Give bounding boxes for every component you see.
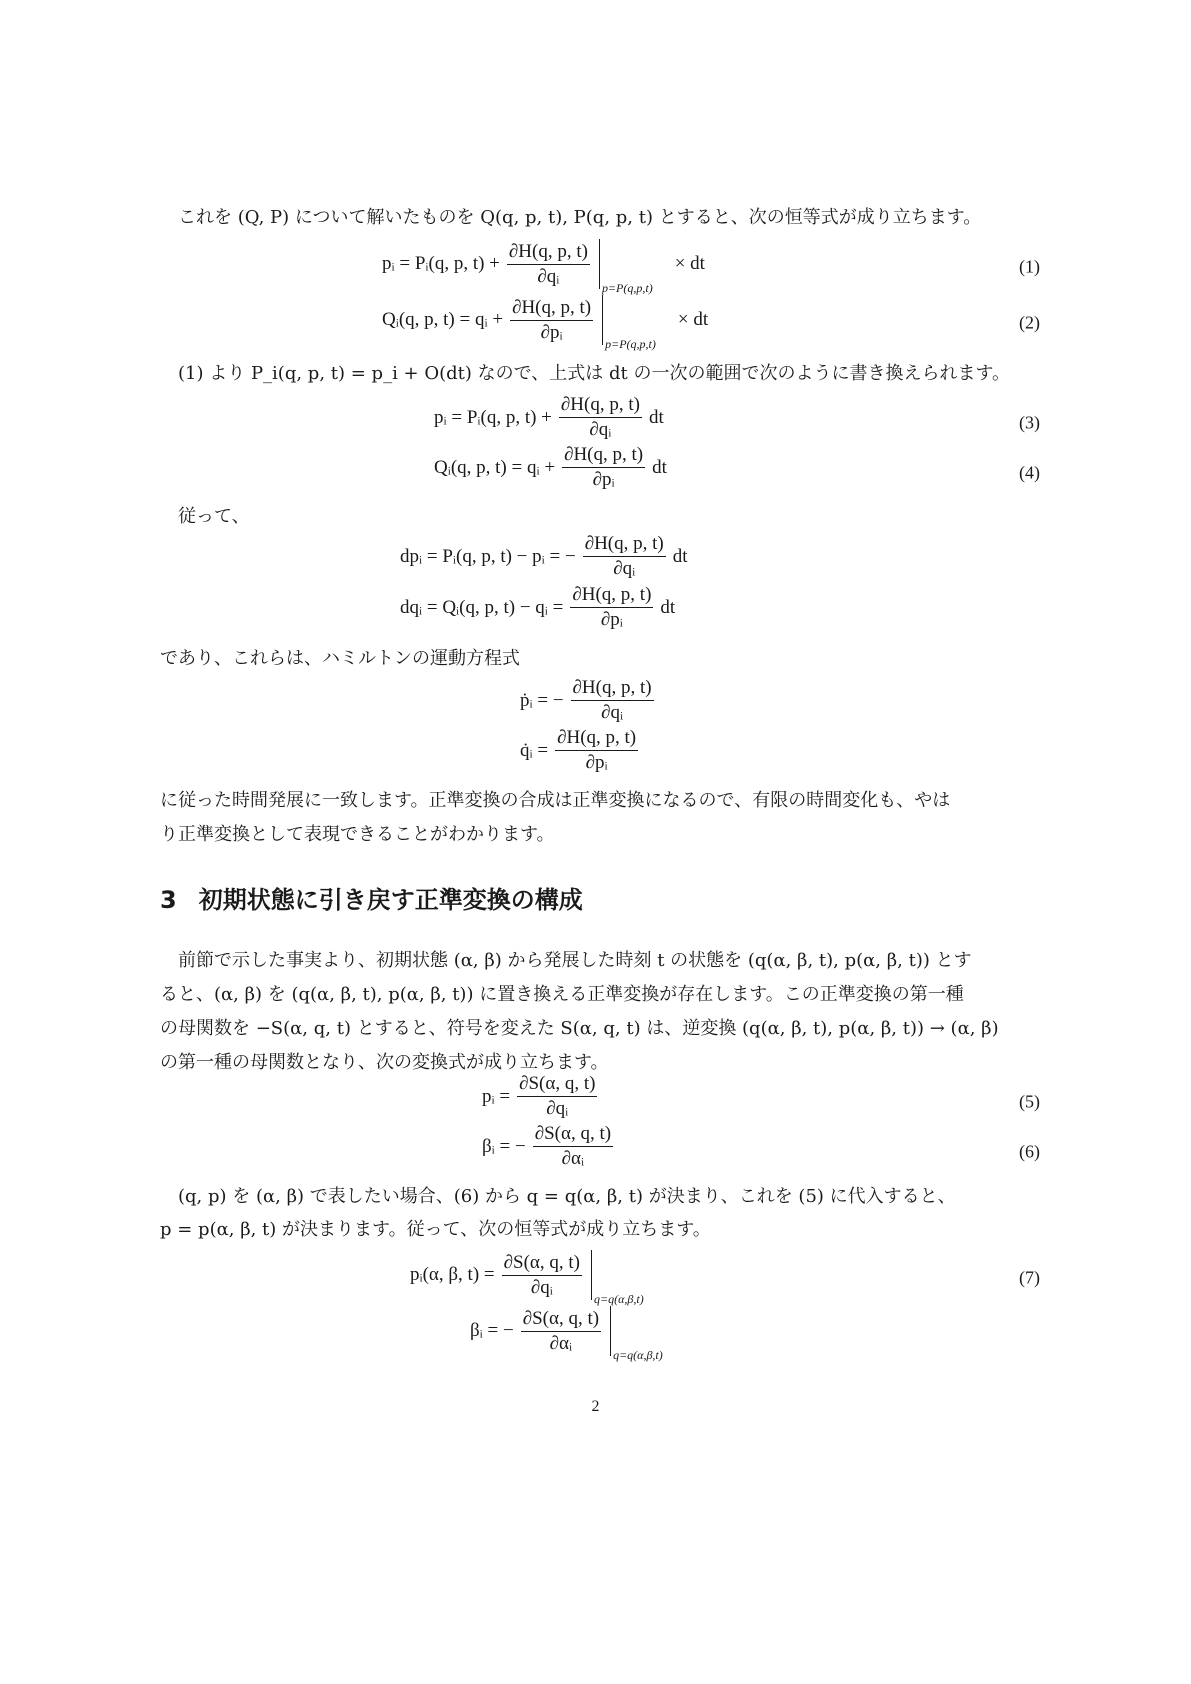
eq3-numerator: ∂H(q, p, t) xyxy=(559,393,642,418)
eq7-lhs: pᵢ(α, β, t) = xyxy=(410,1264,495,1285)
eq5-numerator: ∂S(α, q, t) xyxy=(517,1072,597,1097)
equation-8 xyxy=(160,1304,1040,1364)
eq3-lhs: pᵢ = Pᵢ(q, p, t) + xyxy=(434,406,552,428)
eqd-denominator: ∂pᵢ xyxy=(585,752,608,773)
eq2-numerator: ∂H(q, p, t) xyxy=(510,296,593,321)
s3-line-2: ると、(α, β) を (q(α, β, t), p(α, β, t)) に置き換える正準変換が存在します。この正準変換の第一種 xyxy=(160,984,964,1005)
eq7-numerator: ∂S(α, q, t) xyxy=(502,1251,582,1276)
s3-line-3: の母関数を −S(α, q, t) とすると、符号を変えた S(α, q, t) は、逆変換 (q(α, β, t), p(α, β, t)) → (α, β) xyxy=(160,1018,999,1039)
eqa-tail: dt xyxy=(672,545,688,567)
eq6-denominator: ∂αᵢ xyxy=(561,1148,585,1169)
eq1-eval: p=P(q,p,t) xyxy=(601,281,653,295)
eq3-denominator: ∂qᵢ xyxy=(589,419,612,440)
section-title: 初期状態に引き戻す正準変換の構成 xyxy=(198,886,583,914)
eq8-eval: q=q(α,β,t) xyxy=(613,1348,663,1362)
s3-line-4: の第一種の母関数となり、次の変換式が成り立ちます。 xyxy=(160,1052,609,1073)
eq1-label: (1) xyxy=(1019,256,1040,277)
eq8-numerator: ∂S(α, q, t) xyxy=(521,1307,601,1332)
equation-1 xyxy=(160,237,1040,297)
equation-7 xyxy=(160,1248,1040,1308)
eq1-tail: × dt xyxy=(674,253,705,274)
equation-qdot xyxy=(160,726,1040,786)
eq8-denominator: ∂αᵢ xyxy=(549,1332,573,1354)
eq2-tail: × dt xyxy=(677,309,709,330)
eqb-denominator: ∂pᵢ xyxy=(600,609,623,630)
eq5-label: (5) xyxy=(1019,1091,1040,1112)
equation-4 xyxy=(160,443,1040,503)
eq5-lhs: pᵢ = xyxy=(482,1085,511,1107)
after-eq2-text: (1) より P_i(q, p, t) = p_i + O(dt) なので、上式は dt の一次の範囲で次のように書き換えられます。 xyxy=(178,363,1011,384)
eq6-lhs: βᵢ = − xyxy=(482,1135,526,1157)
therefore-text: 従って、 xyxy=(178,506,250,527)
eqa-numerator: ∂H(q, p, t) xyxy=(583,532,666,557)
eq1-denominator: ∂qᵢ xyxy=(537,265,560,287)
s3-line-1: 前節で示した事実より、初期状態 (α, β) から発展した時刻 t の状態を (q(α, β, t), p(α, β, t)) とす xyxy=(178,950,972,971)
eq4-numerator: ∂H(q, p, t) xyxy=(562,443,645,468)
page-number: 2 xyxy=(591,1398,600,1415)
eq7-label: (7) xyxy=(1019,1267,1040,1288)
eq2-denominator: ∂pᵢ xyxy=(540,321,563,343)
eq5-denominator: ∂qᵢ xyxy=(546,1098,569,1119)
s3-line-6: p = p(α, β, t) が決まります。従って、次の恒等式が成り立ちます。 xyxy=(160,1219,711,1240)
conclusion-line-1: に従った時間発展に一致します。正準変換の合成は正準変換になるので、有限の時間変化も、やは xyxy=(160,790,951,811)
eqc-lhs: ṗᵢ = − xyxy=(520,689,564,711)
eq4-tail: dt xyxy=(652,456,667,478)
eq7-eval: q=q(α,β,t) xyxy=(593,1292,644,1306)
eq2-eval: p=P(q,p,t) xyxy=(605,337,656,351)
eqc-numerator: ∂H(q, p, t) xyxy=(571,676,654,701)
eqa-lhs: dpᵢ = Pᵢ(q, p, t) − pᵢ = − xyxy=(400,545,576,567)
eq1-numerator: ∂H(q, p, t) xyxy=(507,240,590,265)
equation-6 xyxy=(160,1122,1040,1182)
equation-dq xyxy=(160,583,1040,643)
eq4-label: (4) xyxy=(1019,462,1040,483)
eq2-lhs: Qᵢ(q, p, t) = qᵢ + xyxy=(382,309,504,330)
section-heading xyxy=(160,880,583,915)
eq4-denominator: ∂pᵢ xyxy=(592,469,615,490)
eqb-numerator: ∂H(q, p, t) xyxy=(570,583,653,608)
eqc-denominator: ∂qᵢ xyxy=(601,702,624,723)
eqd-numerator: ∂H(q, p, t) xyxy=(555,726,638,751)
hamilton-intro-text: であり、これらは、ハミルトンの運動方程式 xyxy=(160,648,520,669)
eq4-lhs: Qᵢ(q, p, t) = qᵢ + xyxy=(434,456,556,478)
section-number: 3 xyxy=(160,886,177,914)
eq8-lhs: βᵢ = − xyxy=(470,1320,514,1341)
eq2-label: (2) xyxy=(1019,312,1040,333)
conclusion-line-2: り正準変換として表現できることがわかります。 xyxy=(160,824,555,845)
eqd-lhs: q̇ᵢ = xyxy=(520,739,549,761)
eq3-tail: dt xyxy=(648,406,664,428)
s3-line-5: (q, p) を (α, β) で表したい場合、(6) から q = q(α, β, t) が決まり、これを (5) に代入すると、 xyxy=(178,1186,956,1207)
eq6-numerator: ∂S(α, q, t) xyxy=(533,1122,613,1147)
intro-text: これを (Q, P) について解いたものを Q(q, p, t), P(q, p, t) とすると、次の恒等式が成り立ちます。 xyxy=(178,207,982,228)
eq6-label: (6) xyxy=(1019,1141,1040,1162)
eq7-denominator: ∂qᵢ xyxy=(530,1276,553,1298)
eq3-label: (3) xyxy=(1019,412,1040,433)
eqa-denominator: ∂qᵢ xyxy=(613,558,636,579)
eqb-lhs: dqᵢ = Qᵢ(q, p, t) − qᵢ = xyxy=(400,596,564,618)
equation-2 xyxy=(160,293,1040,353)
eqb-tail: dt xyxy=(660,596,676,618)
eq1-lhs: pᵢ = Pᵢ(q, p, t) + xyxy=(382,253,500,274)
